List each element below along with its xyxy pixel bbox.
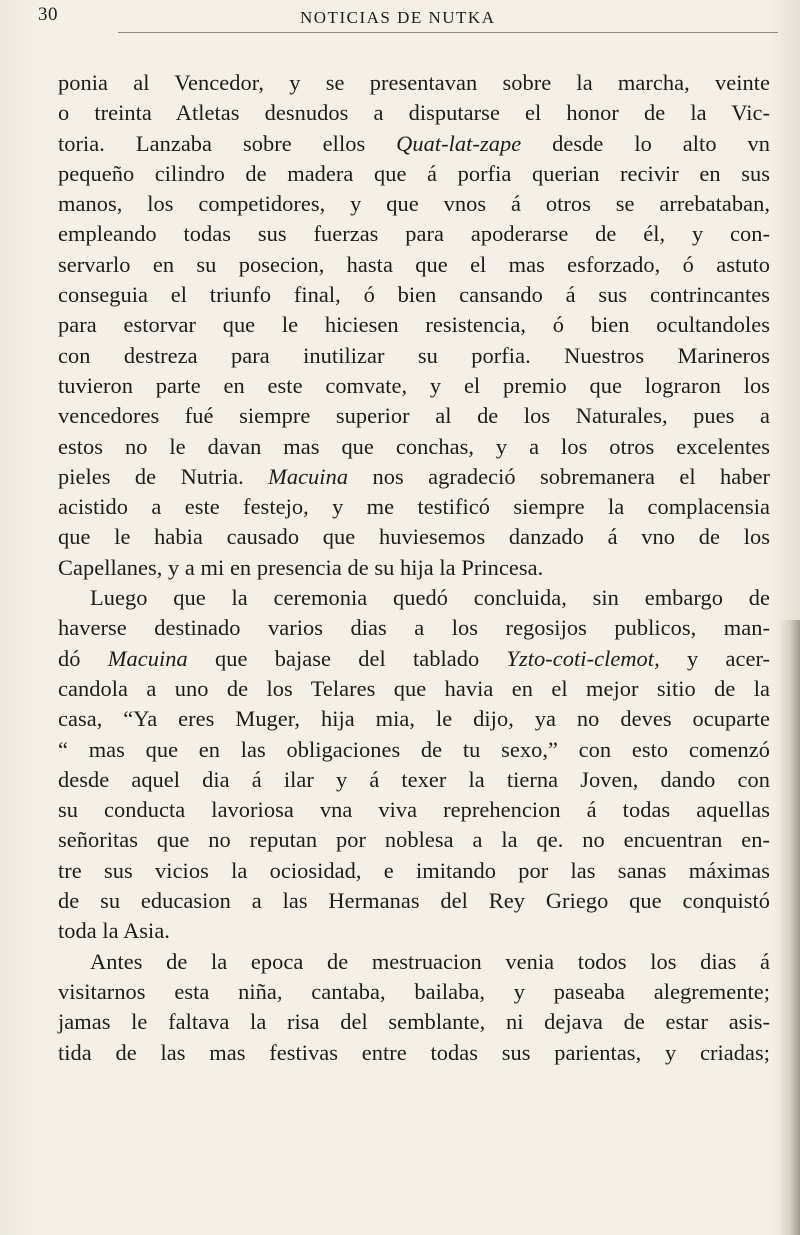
text-line: candola a uno de los Telares que havia en el mejor sitio de la [58, 675, 770, 701]
text-line: Capellanes, y a mi en presencia de su hija la Princesa. [58, 554, 544, 580]
text-line: con destreza para inutilizar su porfia. Nuestros Marineros [58, 342, 770, 368]
italic-name-macuina: Macuina [268, 463, 349, 489]
text-line: señoritas que no reputan por noblesa a la qe. no encuentran en- [58, 827, 770, 853]
text-line: su conducta lavoriosa vna viva reprehencion á todas aquellas [58, 797, 770, 823]
italic-name-yzto-coti-clemot: Yzto-coti-clemot, [506, 645, 660, 671]
text-line: tuvieron parte en este comvate, y el premio que lograron los [58, 372, 770, 398]
italic-name-macuina: Macuina [107, 645, 188, 671]
line-text: desde lo alto vn [521, 130, 770, 156]
text-line: Antes de la epoca de mestruacion venia todos los dias á [90, 948, 770, 974]
text-line: visitarnos esta niña, cantaba, bailaba, y paseaba alegremente; [58, 978, 770, 1004]
text-line: conseguia el triunfo final, ó bien cansando á sus contrincantes [58, 282, 770, 308]
text-line: casa, “Ya eres Muger, hija mia, le dijo, ya no deves ocuparte [58, 706, 770, 732]
header-rule [118, 32, 778, 33]
page-number: 30 [38, 4, 58, 25]
text-line [58, 644, 770, 674]
text-line: manos, los competidores, y que vnos á otros se arrebataban, [58, 191, 770, 217]
line-text: nos agradeció sobremanera el haber [348, 463, 770, 489]
text-line: para estorvar que le hiciesen resistencia, ó bien ocultandoles [58, 312, 770, 338]
text-line: servarlo en su posecion, hasta que el mas esforzado, ó astuto [58, 251, 770, 277]
line-text: y acer- [659, 645, 771, 671]
body-text [58, 68, 770, 1068]
text-line: “ mas que en las obligaciones de tu sexo,” con esto comenzó [58, 736, 770, 762]
line-text: que bajase del tablado [187, 645, 507, 671]
page-edge-shadow [778, 620, 800, 1235]
line-text: pieles de Nutria. [58, 463, 269, 489]
text-line: desde aquel dia á ilar y á texer la tierna Joven, dando con [58, 766, 770, 792]
text-line [58, 129, 770, 159]
running-title: NOTICIAS DE NUTKA [300, 8, 496, 27]
italic-name-quat-lat-zape: Quat-lat-zape [396, 130, 522, 156]
line-text: dó [58, 645, 108, 671]
text-line: que le habia causado que huviesemos danzado á vno de los [58, 524, 770, 550]
text-line: de su educasion a las Hermanas del Rey Griego que conquistó [58, 888, 770, 914]
text-line [58, 462, 770, 492]
text-line: ponia al Vencedor, y se presentavan sobre la marcha, veinte [58, 70, 770, 95]
text-line: tre sus vicios la ociosidad, e imitando por las sanas máximas [58, 857, 770, 883]
text-line: Luego que la ceremonia quedó concluida, sin embargo de [90, 585, 770, 611]
text-line: vencedores fué siempre superior al de los Naturales, pues a [58, 403, 770, 429]
text-line: tida de las mas festivas entre todas sus parientas, y criadas; [58, 1039, 770, 1065]
text-line: haverse destinado varios dias a los regosijos publicos, man- [58, 615, 770, 641]
line-text: toria. Lanzaba sobre ellos [58, 130, 397, 156]
text-line: acistido a este festejo, y me testificó siempre la complacensia [58, 494, 770, 520]
text-line: estos no le davan mas que conchas, y a los otros excelentes [58, 433, 770, 459]
text-line: jamas le faltava la risa del semblante, ni dejava de estar asis- [58, 1009, 770, 1035]
text-line: o treinta Atletas desnudos a disputarse el honor de la Vic- [58, 100, 770, 126]
text-line: pequeño cilindro de madera que á porfia querian recivir en sus [58, 160, 770, 186]
text-line: toda la Asia. [58, 918, 170, 944]
text-line: empleando todas sus fuerzas para apoderarse de él, y con- [58, 221, 770, 247]
